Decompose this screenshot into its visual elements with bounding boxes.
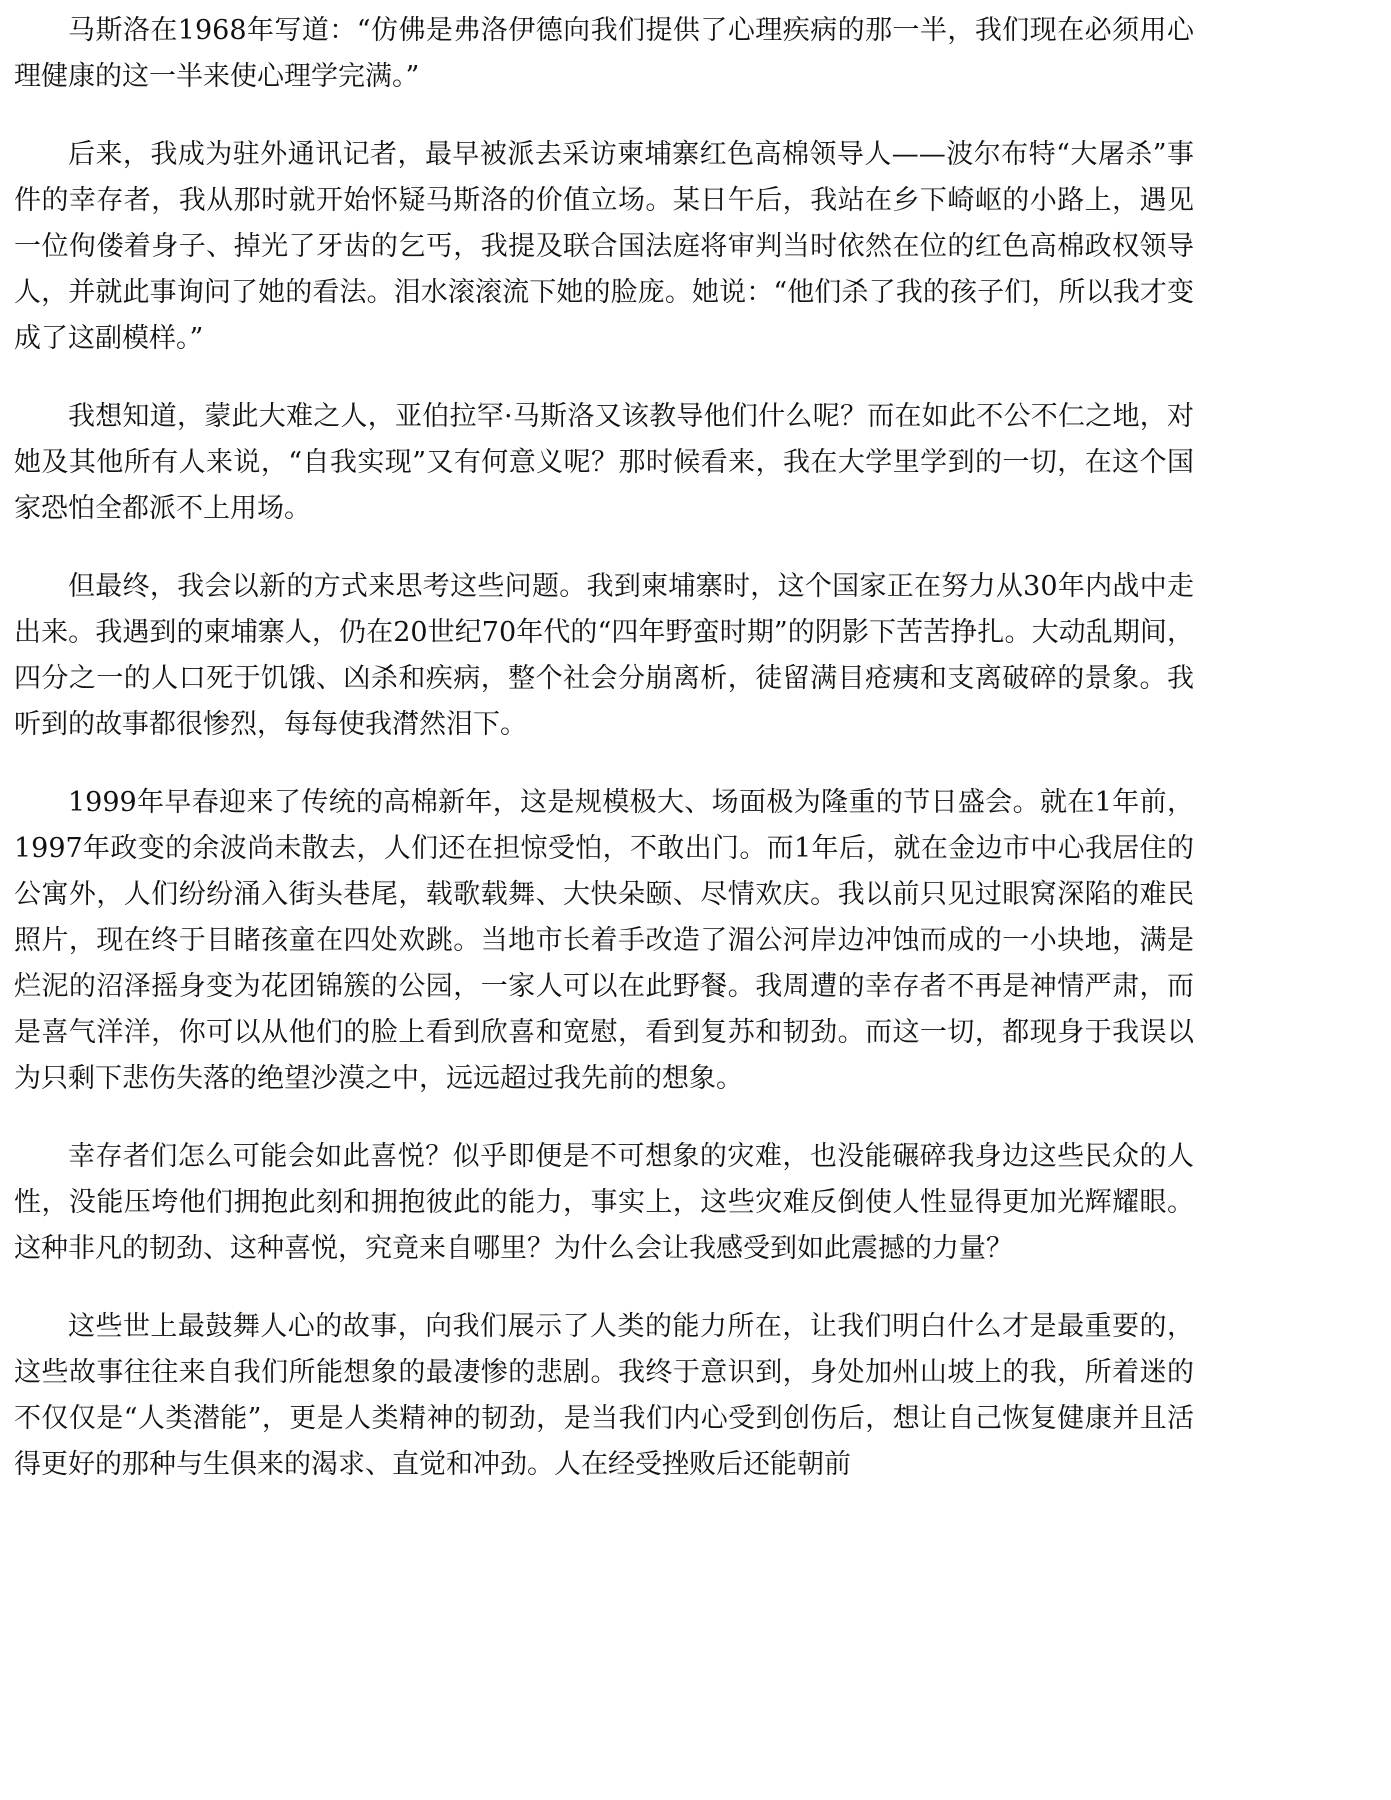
paragraph-questioning-maslow: 我想知道，蒙此大难之人，亚伯拉罕·马斯洛又该教导他们什么呢？而在如此不公不仁之地，对她及其他所有人来说，“自我实现”又有何意义呢？那时候看来，我在大学里学到的一切，在这个国家恐怕全都派不上用场。 <box>14 401 1194 524</box>
document-page <box>14 8 1194 1520</box>
paragraph-maslow-quote: 马斯洛在1968年写道：“仿佛是弗洛伊德向我们提供了心理疾病的那一半，我们现在必须用心理健康的这一半来使心理学完满。” <box>14 15 1194 92</box>
paragraph-new-perspective: 但最终，我会以新的方式来思考这些问题。我到柬埔寨时，这个国家正在努力从30年内战中走出来。我遇到的柬埔寨人，仍在20世纪70年代的“四年野蛮时期”的阴影下苦苦挣扎。大动乱期间，四分之一的人口死于饥饿、凶杀和疾病，整个社会分崩离析，徒留满目疮痍和支离破碎的景象。我听到的故事都很惨烈，每每使我潸然泪下。 <box>14 571 1194 740</box>
paragraph-resilience: 这些世上最鼓舞人心的故事，向我们展示了人类的能力所在，让我们明白什么才是最重要的，这些故事往往来自我们所能想象的最凄惨的悲剧。我终于意识到，身处加州山坡上的我，所着迷的不仅仅是“人类潜能”，更是人类精神的韧劲，是当我们内心受到创伤后，想让自己恢复健康并且活得更好的那种与生俱来的渴求、直觉和冲劲。人在经受挫败后还能朝前 <box>14 1311 1194 1480</box>
paragraph-khmer-new-year: 1999年早春迎来了传统的高棉新年，这是规模极大、场面极为隆重的节日盛会。就在1年前，1997年政变的余波尚未散去，人们还在担惊受怕，不敢出门。而1年后，就在金边市中心我居住的公寓外，人们纷纷涌入街头巷尾，载歌载舞、大快朵颐、尽情欢庆。我以前只见过眼窝深陷的难民照片，现在终于目睹孩童在四处欢跳。当地市长着手改造了湄公河岸边冲蚀而成的一小块地，满是烂泥的沼泽摇身变为花团锦簇的公园，一家人可以在此野餐。我周遭的幸存者不再是神情严肃，而是喜气洋洋，你可以从他们的脸上看到欣喜和宽慰，看到复苏和韧劲。而这一切，都现身于我误以为只剩下悲伤失落的绝望沙漠之中，远远超过我先前的想象。 <box>14 787 1194 1094</box>
paragraph-cambodia-correspondent: 后来，我成为驻外通讯记者，最早被派去采访柬埔寨红色高棉领导人——波尔布特“大屠杀”事件的幸存者，我从那时就开始怀疑马斯洛的价值立场。某日午后，我站在乡下崎岖的小路上，遇见一位佝偻着身子、掉光了牙齿的乞丐，我提及联合国法庭将审判当时依然在位的红色高棉政权领导人，并就此事询问了她的看法。泪水滚滚流下她的脸庞。她说：“他们杀了我的孩子们，所以我才变成了这副模样。” <box>14 139 1194 354</box>
paragraph-survivors-joy: 幸存者们怎么可能会如此喜悦？似乎即便是不可想象的灾难，也没能碾碎我身边这些民众的人性，没能压垮他们拥抱此刻和拥抱彼此的能力，事实上，这些灾难反倒使人性显得更加光辉耀眼。这种非凡的韧劲、这种喜悦，究竟来自哪里？为什么会让我感受到如此震撼的力量？ <box>14 1141 1194 1264</box>
